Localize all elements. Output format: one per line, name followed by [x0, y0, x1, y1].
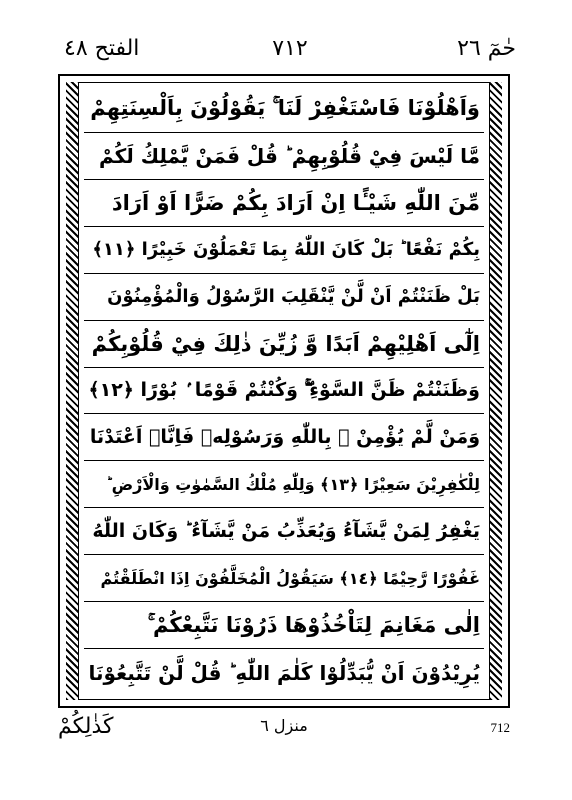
page-header	[60, 34, 520, 74]
text-line: يُرِيْدُوْنَ اَنْ يُّبَدِّلُوْا كَلٰمَ اللّٰهِ ؕ قُلْ لَّنْ تَتَّبِعُوْنَا	[88, 660, 480, 685]
text-line: بَلْ ظَنَنْتُمْ اَنْ لَّنْ يَّنْقَلِبَ الرَّسُوْلُ وَالْمُؤْمِنُوْنَ	[84, 274, 484, 321]
decorative-frame	[58, 74, 510, 708]
manzil-label: منزل ٦	[260, 716, 308, 735]
catchword: كَذٰلِكُمْ	[58, 714, 114, 739]
text-line: لِلْكٰفِرِيْنَ سَعِيْرًا ﴿١٣﴾ وَلِلّٰهِ مُلْكُ السَّمٰوٰتِ وَالْاَرْضِ ؕ	[84, 461, 484, 508]
text-line: اِلٰٓى اَهْلِيْهِمْ اَبَدًا وَّ زُيِّنَ ذٰلِكَ فِيْ قُلُوْبِكُمْ	[84, 321, 484, 368]
surah-name: الفتح ٤٨	[64, 36, 140, 61]
text-line: اِلٰى مَغَانِمَ لِتَاْخُذُوْهَا ذَرُوْنَا نَتَّبِعْكُمْ ۚ	[84, 602, 484, 649]
text-line: غَفُوْرًا رَّحِيْمًا ﴿١٤﴾ سَيَقُوْلُ الْمُخَلَّفُوْنَ اِذَا انْطَلَقْتُمْ	[84, 555, 484, 602]
text-block	[84, 86, 484, 696]
text-line: وَظَنَنْتُمْ ظَنَّ السَّوْءِ ۖۚ وَكُنْتُمْ قَوْمًا ۢ بُوْرًا ﴿١٢﴾	[84, 368, 484, 415]
text-line: بِكُمْ نَفْعًا ؕ بَلْ كَانَ اللّٰهُ بِمَا تَعْمَلُوْنَ خَبِيْرًا ﴿١١﴾	[84, 227, 484, 274]
frame-left-ornament	[66, 82, 79, 700]
page-number: 712	[490, 720, 510, 735]
arabic-page-number: ٧١٢	[272, 36, 308, 61]
text-line: مِّنَ اللّٰهِ شَيْـًٔا اِنْ اَرَادَ بِكُمْ ضَرًّا اَوْ اَرَادَ	[84, 180, 484, 227]
frame-right-ornament	[489, 82, 502, 700]
text-line: وَمَنْ لَّمْ يُؤْمِنْ ۢ بِاللّٰهِ وَرَسُوْلِهٖ فَاِنَّاۤ اَعْتَدْنَا	[84, 414, 484, 461]
juz-name: حٰمٓ ٢٦	[457, 36, 516, 61]
page-footer	[58, 708, 510, 748]
text-line: وَاَهْلُوْنَا فَاسْتَغْفِرْ لَنَا ۚ يَقُوْلُوْنَ بِاَلْسِنَتِهِمْ	[84, 86, 484, 133]
text-line: يَغْفِرُ لِمَنْ يَّشَآءُ وَيُعَذِّبُ مَنْ يَّشَآءُ ؕ وَكَانَ اللّٰهُ	[84, 508, 484, 555]
text-line: مَّا لَيْسَ فِيْ قُلُوْبِهِمْ ؕ قُلْ فَمَنْ يَّمْلِكُ لَكُمْ	[84, 133, 484, 180]
